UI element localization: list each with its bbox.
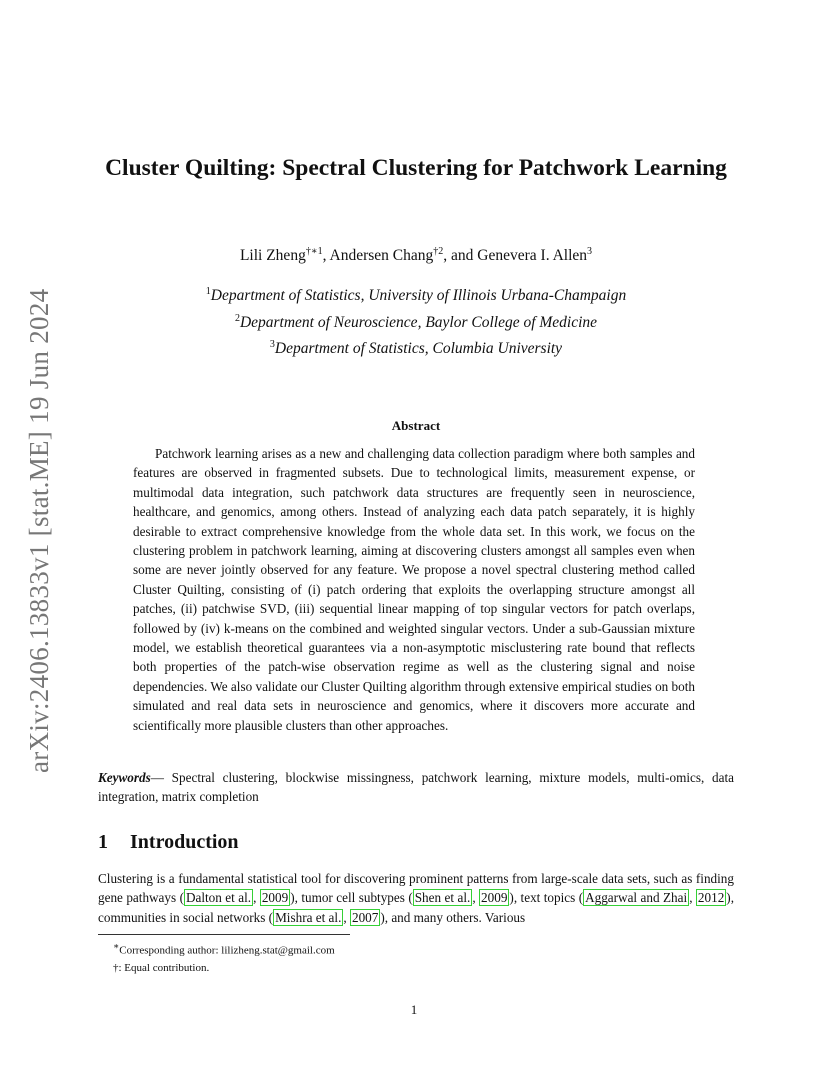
abstract-heading: Abstract: [391, 418, 441, 433]
footnote-mark: ∗: [113, 941, 120, 951]
citation-year-link[interactable]: 2007: [351, 909, 379, 925]
citation-year-link[interactable]: 2009: [261, 890, 289, 906]
section-heading: [98, 831, 239, 854]
affiliation-text: Department of Statistics, University of Illinois Urbana-Champaign: [210, 287, 627, 305]
keywords-text: — Spectral clustering, blockwise missingness, patchwork learning, mixture models, multi-omics, data integration, matrix completion: [98, 770, 734, 805]
author-separator: ,: [322, 247, 330, 265]
affiliation-text: Department of Statistics, Columbia University: [274, 340, 563, 358]
footnote-item: [113, 960, 335, 977]
citation-link[interactable]: Shen et al.: [414, 890, 471, 906]
citation-separator: ,: [343, 909, 350, 925]
citation-separator: ,: [253, 890, 260, 906]
intro-text: ), tumor cell subtypes (: [290, 890, 413, 906]
citation-year-link[interactable]: 2009: [481, 890, 508, 906]
footnote-item: [113, 938, 335, 960]
footnote-text: Corresponding author: lilizheng.stat@gmail.com: [119, 944, 335, 957]
keywords-paragraph: [98, 768, 734, 807]
author-marks: 3: [587, 246, 593, 257]
author-list: [98, 242, 734, 266]
affiliation-mark: 3: [269, 339, 275, 351]
citation-separator: ,: [472, 890, 480, 906]
paper-title: Cluster Quilting: Spectral Clustering for Patchwork Learning: [105, 155, 727, 181]
intro-text: Clustering is a fundamental statistical tool for discovering prominent patterns from large-scale data sets, such as finding gene pathways (: [98, 871, 734, 906]
intro-text: ), text topics (: [509, 890, 584, 906]
author-name: Genevera I. Allen: [477, 247, 588, 265]
section-number: 1: [98, 831, 108, 853]
citation-link[interactable]: Mishra et al.: [275, 909, 342, 925]
introduction-paragraph: [98, 869, 734, 927]
author-marks: †2: [433, 246, 444, 257]
affiliation-list: [98, 281, 734, 361]
abstract-body: Patchwork learning arises as a new and challenging data collection paradigm where both samples and features are observed in fragmented subsets. Due to technological limits, measurement expense, or multimodal data integration, such patchwork data structures are frequently seen in neuroscience, healthcare, and genomics, among others. Instead of analyzing each data patch separately, it is highly desirable to extract comprehensive knowledge from the whole data set. In this work, we focus on the clustering problem in patchwork learning, aiming at discovering clusters amongst all samples even when some are never jointly observed for any feature. We propose a novel spectral clustering method called Cluster Quilting, consisting of (i) patch ordering that exploits the overlapping structure amongst all patches, (ii) patchwise SVD, (iii) sequential linear mapping of top singular vectors for patch overlaps, followed by (iv) k-means on the combined and weighted singular vectors. Under a sub-Gaussian mixture model, we establish theoretical guarantees via a non-asymptotic misclustering rate bound that reflects both properties of the patch-wise observation regime as well as the clustering signal and noise dependencies. We also validate our Cluster Quilting algorithm through extensive empirical studies on both simulated and real data sets in neuroscience and genomics, where it discovers more accurate and scientifically more plausible clusters than other approaches.: [133, 446, 695, 733]
affiliation-item: [98, 308, 734, 335]
affiliation-mark: 1: [205, 286, 211, 297]
affiliation-item: [98, 334, 734, 361]
footnote-divider: [98, 934, 350, 935]
author-name: Andersen Chang: [329, 247, 434, 265]
citation-year-link[interactable]: 2012: [697, 890, 725, 906]
section-title: Introduction: [130, 831, 239, 853]
keywords-label: Keywords: [98, 770, 151, 785]
citation-link[interactable]: Aggarwal and Zhai: [585, 890, 688, 906]
arxiv-identifier-stamp: arXiv:2406.13833v1 [stat.ME] 19 Jun 2024: [24, 288, 54, 773]
page-number: 1: [410, 1002, 418, 1017]
affiliation-mark: 2: [234, 312, 240, 324]
author-name: Lili Zheng: [239, 247, 306, 265]
footnote-text: : Equal contribution.: [118, 961, 210, 974]
affiliation-item: [98, 281, 734, 308]
citation-separator: ,: [689, 890, 696, 906]
intro-text: ), and many others. Various: [380, 909, 526, 925]
footnotes: [113, 938, 335, 977]
affiliation-text: Department of Neuroscience, Baylor College of Medicine: [239, 313, 598, 331]
footnote-mark: †: [113, 961, 119, 974]
citation-link[interactable]: Dalton et al.: [185, 890, 252, 906]
author-separator: , and: [443, 247, 478, 265]
author-marks: †∗1: [305, 246, 323, 257]
intro-text: ), communities in social networks (: [98, 890, 734, 925]
